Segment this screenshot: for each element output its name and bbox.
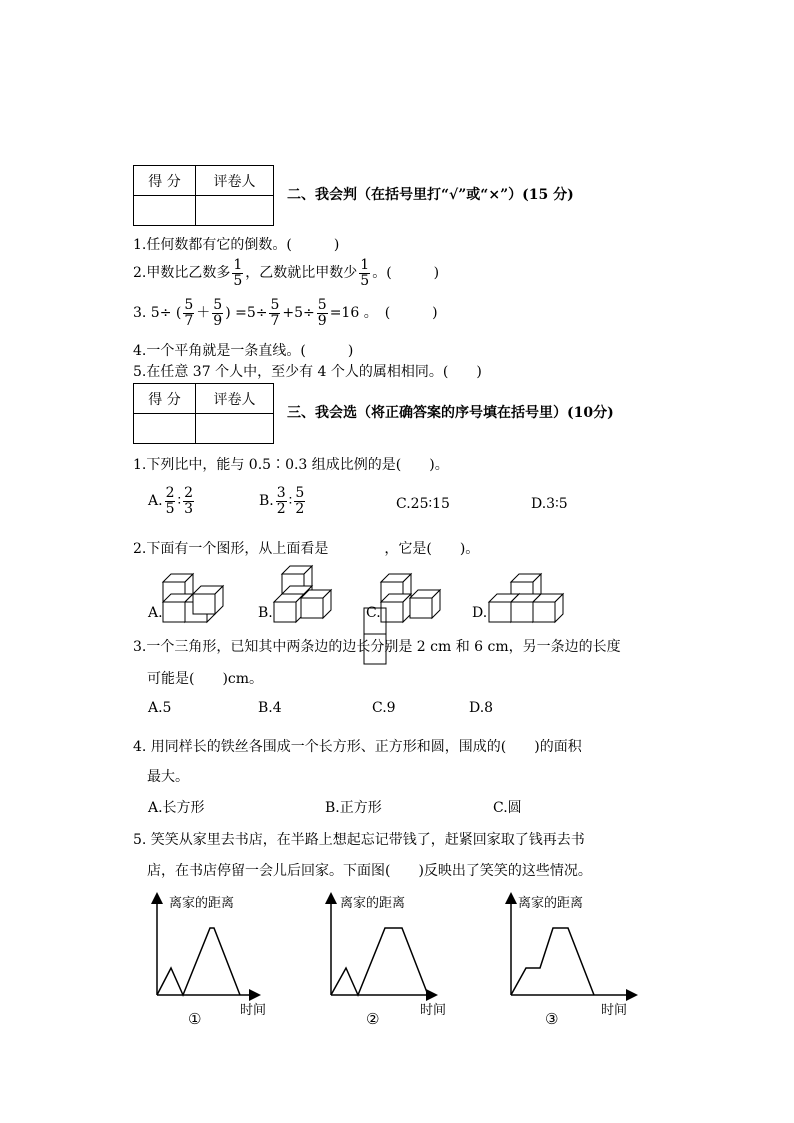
s3-question-2: 2.下面有一个图形，从上面看是 ，它是( )。 [133, 541, 480, 557]
graph-1-x-label: 时间 [240, 1003, 267, 1018]
s2-question-5: 5.在任意 37 个人中，至少有 4 个人的属相相同。( ) [133, 364, 482, 380]
s2-question-4: 4.一个平角就是一条直线。( ) [133, 343, 354, 359]
graph-2-x-label: 时间 [420, 1003, 447, 1018]
s3-q2-option-c: C. [366, 605, 381, 621]
figure-a-cubes [163, 574, 223, 622]
distance-graphs [0, 890, 794, 1030]
graph-3 [511, 896, 632, 1028]
section2-title: 二、我会判（在括号里打“√”或“×”）(15 分) [287, 187, 574, 203]
score-label: 得 分 [134, 384, 196, 414]
s3-question-4-line2: 最大。 [147, 769, 189, 785]
figure-d-cubes [489, 574, 563, 622]
s3-q2-option-d: D. [472, 605, 488, 621]
s3-question-1: 1.下列比中，能与 0.5∶0.3 组成比例的是( )。 [133, 457, 449, 473]
graph-3-x-label: 时间 [601, 1003, 628, 1018]
s3-question-3-line1: 3.一个三角形，已知其中两条边的边长分别是 2 cm 和 6 cm，另一条边的长度 [133, 639, 621, 655]
figure-b-cubes [274, 566, 331, 622]
s3-q4-option-c: C.圆 [493, 800, 522, 816]
figure-c-cubes [381, 574, 440, 622]
s3-q3-option-c: C.9 [372, 700, 396, 716]
score-cell[interactable] [134, 414, 196, 444]
score-table-section2 [133, 165, 274, 226]
graph-3-y-label: 离家的距离 [518, 896, 584, 911]
graph-1-y-label: 离家的距离 [169, 896, 235, 911]
s3-q4-option-b: B.正方形 [325, 800, 382, 816]
s3-q3-option-a: A.5 [148, 700, 172, 716]
score-label: 得 分 [134, 166, 196, 196]
s2-question-3: 3. 5÷ ( $\frac{5}{7}$ ＋ $\frac{5}{9}$ ) =5÷ $\frac{5}{7}$ +5÷ $\frac{5}{9}$ =16 。 ( ) [133, 297, 438, 329]
s3-q3-option-d: D.8 [469, 700, 494, 716]
fraction: $\frac{1}{5}$ [360, 257, 370, 289]
score-table-section3 [133, 383, 274, 444]
fraction: $\frac{1}{5}$ [233, 257, 243, 289]
s3-question-5-line2: 店，在书店停留一会儿后回家。下面图( )反映出了笑笑的这些情况。 [147, 863, 592, 879]
s3-q3-option-b: B.4 [258, 700, 282, 716]
s3-q2-option-a: A. [148, 605, 163, 621]
s3-q4-option-a: A.长方形 [148, 800, 205, 816]
s3-q1-option-a: A. $\frac{2}{5}$ ∶ $\frac{2}{3}$ [148, 485, 194, 517]
reviewer-cell[interactable] [196, 414, 274, 444]
s3-question-4-line1: 4. 用同样长的铁丝各围成一个长方形、正方形和圆，围成的( )的面积 [133, 739, 582, 755]
graph-1 [157, 896, 266, 1028]
score-cell[interactable] [134, 196, 196, 226]
graph-3-number: ③ [545, 1010, 559, 1028]
graph-2-y-label: 离家的距离 [340, 896, 406, 911]
s2-question-1: 1.任何数都有它的倒数。( ) [133, 237, 340, 253]
graph-1-number: ① [188, 1010, 202, 1028]
s3-question-3-line2: 可能是( )cm。 [147, 671, 264, 687]
s3-q1-option-d: D.3∶5 [531, 496, 568, 512]
s3-q1-option-c: C.25∶15 [396, 496, 450, 512]
graph-2 [331, 896, 446, 1028]
s3-q2-option-b: B. [258, 605, 273, 621]
reviewer-label: 评卷人 [196, 166, 274, 196]
s2-question-2: 2.甲数比乙数多 $\frac{1}{5}$ ，乙数就比甲数少 $\frac{1}{5}$ 。( ) [133, 257, 440, 289]
reviewer-label: 评卷人 [196, 384, 274, 414]
graph-2-number: ② [366, 1010, 380, 1028]
section3-title: 三、我会选（将正确答案的序号填在括号里）(10分) [287, 405, 614, 421]
reviewer-cell[interactable] [196, 196, 274, 226]
s3-question-5-line1: 5. 笑笑从家里去书店，在半路上想起忘记带钱了，赶紧回家取了钱再去书 [133, 832, 585, 848]
s3-q1-option-b: B. $\frac{3}{2}$ ∶ $\frac{5}{2}$ [259, 485, 305, 517]
